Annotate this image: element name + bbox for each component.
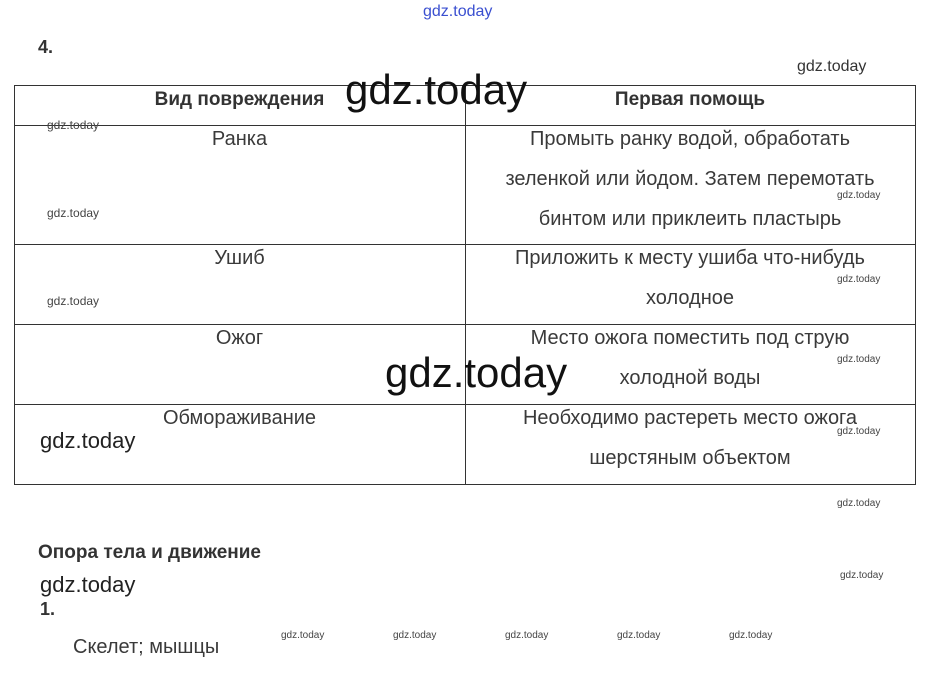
watermark: gdz.today: [840, 570, 884, 581]
first-aid-table: [14, 85, 916, 485]
watermark: gdz.today: [837, 426, 881, 437]
watermark: gdz.today: [617, 630, 661, 641]
watermark: gdz.today: [47, 294, 100, 308]
section-title: Опора тела и движение: [38, 542, 261, 563]
watermark: gdz.today: [47, 206, 100, 220]
watermark: gdz.today: [40, 572, 136, 597]
header-first-aid: Первая помощь: [614, 89, 766, 110]
cell-injury: Обмораживание: [162, 407, 317, 429]
watermark: gdz.today: [837, 274, 881, 285]
watermark: gdz.today: [40, 428, 136, 453]
cell-aid: Приложить к месту ушиба что-нибудь холодное: [515, 247, 865, 309]
cell-injury: Ушиб: [214, 247, 265, 269]
watermark-top: gdz.today: [423, 3, 493, 20]
cell-injury: Ранка: [211, 128, 268, 150]
answer-text: Скелет; мышцы: [73, 636, 220, 658]
watermark: gdz.today: [281, 630, 325, 641]
header-injury-type: Вид повреждения: [154, 89, 325, 110]
cell-injury: Ожог: [215, 327, 264, 349]
watermark: gdz.today: [47, 118, 100, 132]
watermark-large: gdz.today: [385, 349, 568, 396]
watermark: gdz.today: [729, 630, 773, 641]
watermark: gdz.today: [505, 630, 549, 641]
cell-aid: Место ожога поместить под струю холодной воды: [530, 327, 850, 389]
watermark-large: gdz.today: [345, 66, 528, 113]
watermark: gdz.today: [393, 630, 437, 641]
task-number-1: 1.: [40, 599, 56, 619]
cell-aid: Необходимо растереть место ожога шерстяным объектом: [522, 407, 858, 469]
cell-aid: Промыть ранку водой, обработать зеленкой или йодом. Затем перемотать бинтом или приклеить пластырь: [505, 128, 875, 230]
watermark: gdz.today: [837, 190, 881, 201]
task-number-4: 4.: [38, 37, 54, 57]
watermark: gdz.today: [837, 498, 881, 509]
watermark: gdz.today: [837, 354, 881, 365]
watermark: gdz.today: [797, 58, 867, 75]
